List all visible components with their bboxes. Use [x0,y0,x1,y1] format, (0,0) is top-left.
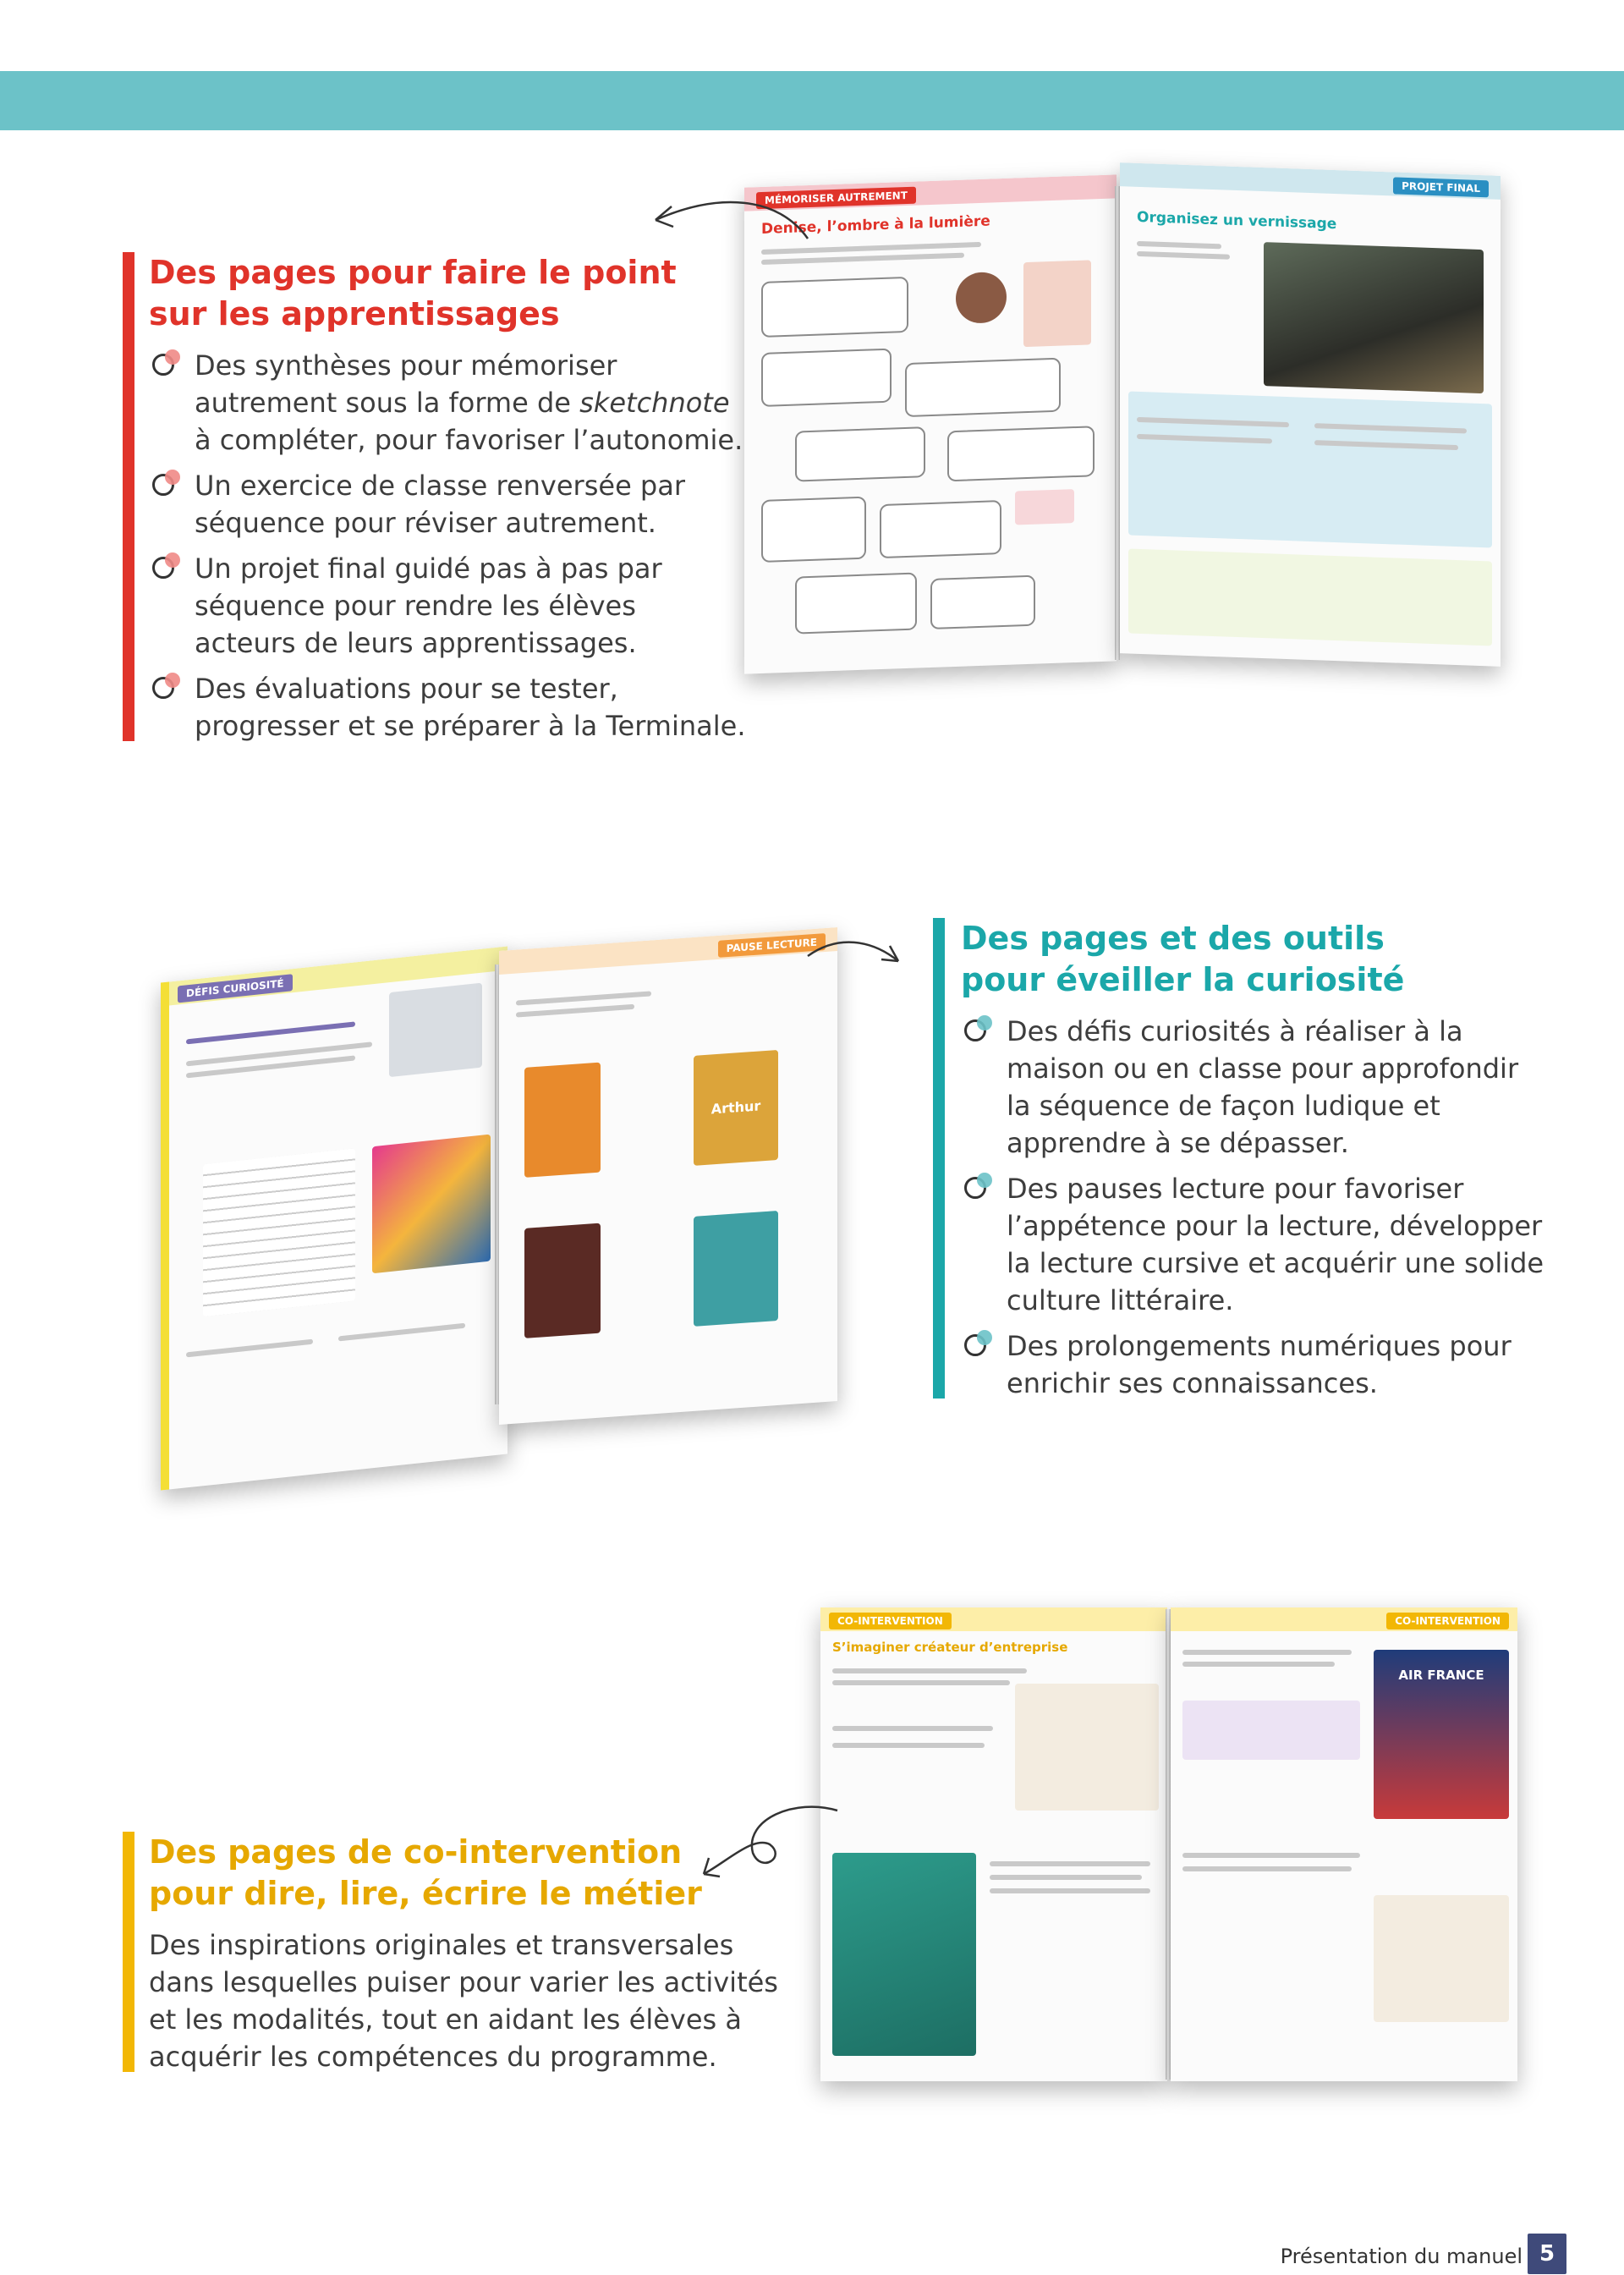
paragraph-line: dans lesquelles puiser pour varier les activités [149,1966,778,1998]
paragraph-line: acquérir les compétences du programme. [149,2041,717,2073]
sketch-box [880,500,1001,558]
text-line [832,1680,1010,1685]
section-title [149,1832,778,1915]
bullet-text-line: enrichir ses connaissances. [1007,1367,1378,1399]
bullet-text-line: séquence pour réviser autrement. [195,507,656,539]
text-line [832,1726,993,1731]
bullet-circle-icon [152,677,174,699]
section-title-line: Des pages de co-intervention [149,1833,683,1871]
sketch-box [947,426,1095,481]
section-accent-bar [123,252,134,741]
page-tag: CO-INTERVENTION [829,1613,952,1629]
page-title: Denise, l’ombre à la lumière [761,212,990,238]
book-right-page [1120,162,1501,667]
sketch-box [930,575,1035,629]
bullet-text-line: Des défis curiosités à réaliser à la [1007,1015,1463,1047]
bullet-circle-icon [152,354,174,376]
portrait-image [956,272,1007,324]
text-line [338,1323,465,1342]
bullet-text-line: la séquence de façon ludique et [1007,1090,1440,1122]
list-item [961,1327,1544,1402]
book-cover-image: Arthur [694,1050,778,1166]
la-fin-label [1015,489,1074,525]
poster-image: AIR FRANCE [1374,1650,1509,1819]
bullet-text-line: Un exercice de classe renversée par [195,470,685,502]
bullet-text-line: progresser et se préparer à la Terminale. [195,710,746,742]
evaluation-panel [1128,548,1492,646]
curved-arrow-icon [804,931,905,981]
book-left-page [161,946,508,1490]
bullet-text-line: Un projet final guidé pas à pas par [195,552,662,585]
bullet-text-line: apprendre à se dépasser. [1007,1127,1349,1159]
footer-label: Présentation du manuel [1280,2245,1522,2268]
sketch-box [905,358,1061,417]
puzzle-illustration [389,983,482,1078]
list-item [149,347,745,459]
bullet-circle-icon [152,474,174,496]
bullet-text-line: Des prolongements numériques pour [1007,1330,1512,1362]
section-review-pages [123,252,746,742]
sketch-box [795,426,925,481]
page-tag: CO-INTERVENTION [1386,1613,1509,1629]
page-number-badge: 5 [1528,2234,1566,2274]
book-right-page [1171,1607,1517,2081]
curved-arrow-icon [643,188,812,256]
section-paragraph [149,1926,778,2075]
bullet-text-line: l’appétence pour la lecture, développer [1007,1210,1543,1242]
list-item [149,550,745,662]
sketch-box [761,349,892,407]
text-line [990,1861,1150,1866]
table-image [1182,1701,1360,1760]
bullet-text-line: autrement sous la forme de sketchnote [195,387,730,419]
text-line [516,991,651,1005]
bullet-text-line: Des évaluations pour se tester, [195,673,618,705]
page-title: S’imaginer créateur d’entreprise [832,1640,1068,1655]
text-line [1182,1662,1335,1667]
section-title [149,252,745,335]
bullet-text-line: Des pauses lecture pour favoriser [1007,1173,1464,1205]
bullet-circle-icon [152,557,174,579]
entrepreneur-illustration [1015,1684,1159,1811]
page-title: Organisez un vernissage [1137,208,1337,234]
book-cover-image [524,1223,601,1338]
bullet-circle-icon [964,1019,986,1041]
text-line [832,1743,985,1748]
sketch-box [795,573,917,635]
bullet-text-line: Des synthèses pour mémoriser [195,349,617,382]
book-cover-image [832,1853,976,2056]
curved-arrow-icon [694,1794,846,1887]
bullet-circle-icon [964,1334,986,1356]
section-curiosity-pages [933,918,1544,1399]
section-title-line: pour éveiller la curiosité [961,961,1405,998]
section-accent-bar [123,1832,134,2072]
section-title-line: sur les apprentissages [149,295,560,332]
section-title-line: Des pages et des outils [961,920,1385,957]
bullet-text-line: maison ou en classe pour approfondir [1007,1052,1519,1085]
page-tag: MÉMORISER AUTREMENT [756,187,916,210]
text-line [832,1668,1027,1673]
book-mockup-curiosite [152,922,846,1506]
book-cover-image [694,1211,778,1327]
book-mockup-memoriser [744,161,1522,702]
bullet-text-line: à compléter, pour favoriser l’autonomie. [195,424,743,456]
section-title-line: Des pages pour faire le point [149,254,677,291]
book-cover-image [524,1063,601,1178]
bullet-circle-icon [964,1177,986,1199]
text-line [1137,251,1230,260]
section-accent-bar [933,918,945,1399]
text-line [990,1888,1150,1893]
paragraph-line: et les modalités, tout en aidant les élèves à [149,2003,742,2036]
list-item [961,1013,1544,1162]
bullet-text-line: la lecture cursive et acquérir une solide [1007,1247,1544,1279]
bullet-text-line: acteurs de leurs apprentissages. [195,627,637,659]
list-item [961,1170,1544,1319]
painting-image [1264,242,1484,393]
paragraph-line: Des inspirations originales et transversales [149,1929,734,1961]
list-item [149,467,745,541]
text-line [186,1339,313,1358]
sketchnote-word: sketchnote [579,387,730,419]
section-title [961,918,1544,1001]
bullet-text-line: culture littéraire. [1007,1284,1234,1316]
page-tag: PROJET FINAL [1393,177,1489,197]
section-title-line: pour dire, lire, écrire le métier [149,1875,702,1912]
text-line [516,1004,634,1018]
book-left-page [820,1607,1167,2081]
page-tag: PAUSE LECTURE [718,933,826,958]
text-line [1182,1650,1352,1655]
book-right-page [499,927,837,1425]
text-line [1182,1866,1352,1871]
text-line [1137,241,1221,249]
sketch-box [761,277,908,338]
text-line [1182,1853,1360,1858]
bullet-list [961,1013,1544,1402]
method-panel [1128,391,1492,547]
bullet-text-line: séquence pour rendre les élèves [195,590,636,622]
page-tag: DÉFIS CURIOSITÉ [178,974,293,1003]
section-cointervention-pages [123,1832,778,2073]
list-item [149,670,745,745]
colorful-artwork [372,1135,491,1274]
character-illustration [1023,260,1091,347]
bullet-list [149,347,745,745]
sketch-box [761,497,866,563]
text-line [186,1021,355,1044]
book-mockup-cointervention [804,1591,1531,2115]
text-line [990,1875,1142,1880]
crossword-grid [203,1148,355,1316]
presentation-illustration [1374,1895,1509,2022]
top-color-band [0,71,1624,130]
